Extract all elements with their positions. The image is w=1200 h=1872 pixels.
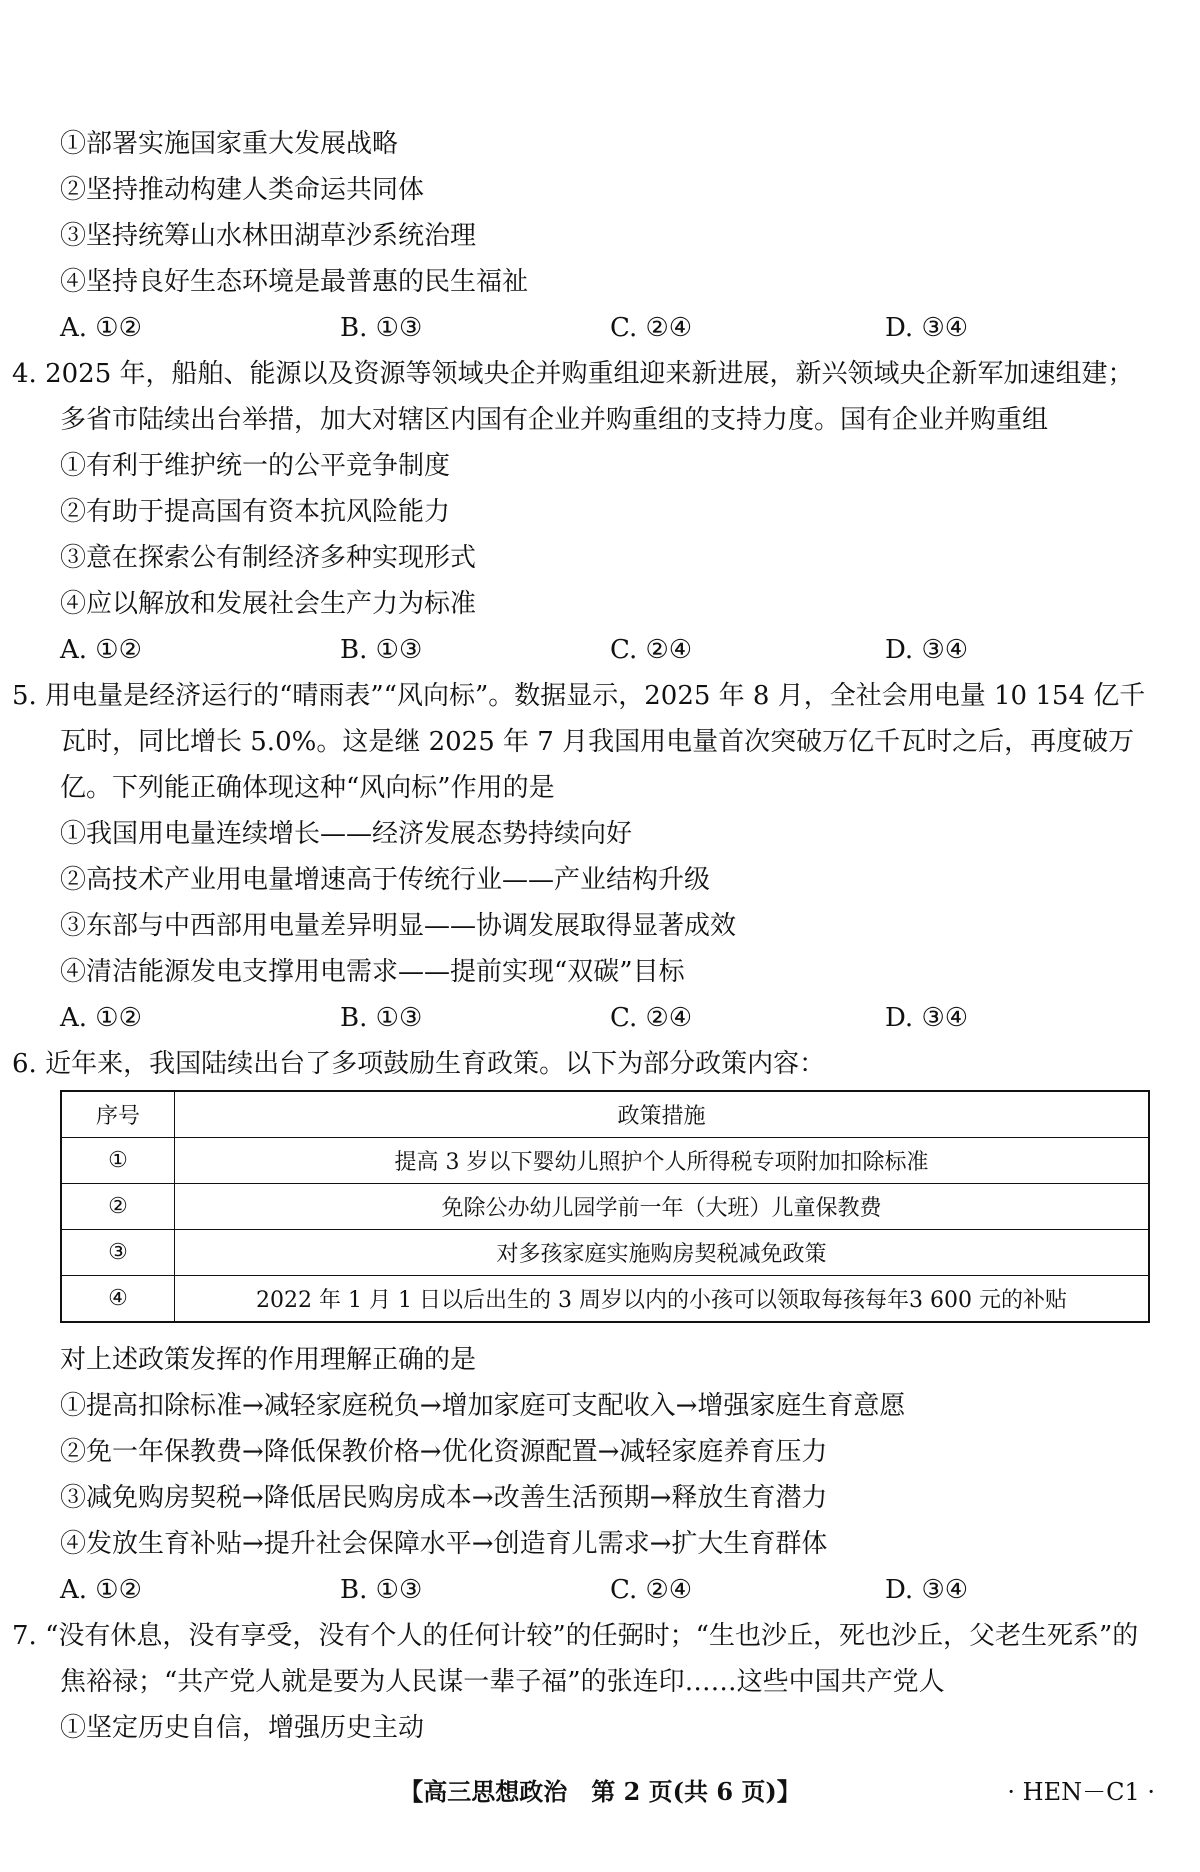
q6-option-d: D. ③④ xyxy=(885,1575,969,1605)
q5-statement-1: ①我国用电量连续增长——经济发展态势持续向好 xyxy=(60,819,633,849)
q5-option-b: B. ①③ xyxy=(340,1003,423,1033)
q7-stem-line-2: 焦裕禄；“共产党人就是要为人民谋一辈子福”的张连印……这些中国共产党人 xyxy=(60,1667,945,1697)
q5-statement-3: ③东部与中西部用电量差异明显——协调发展取得显著成效 xyxy=(60,911,737,941)
q6-statement-2: ②免一年保教费→降低保教价格→优化资源配置→减轻家庭养育压力 xyxy=(60,1437,828,1467)
q5-options xyxy=(60,1000,1160,1036)
table-cell-measure: 提高 3 岁以下婴幼儿照护个人所得税专项附加扣除标准 xyxy=(175,1138,1150,1184)
q4-option-c: C. ②④ xyxy=(610,635,693,665)
q4-option-a: A. ①② xyxy=(60,635,142,665)
footer-paper-code: · HEN－C1 · xyxy=(1007,1778,1155,1806)
page-footer xyxy=(0,1772,1200,1812)
q5-statement-4: ④清洁能源发电支撑用电需求——提前实现“双碳”目标 xyxy=(60,957,685,987)
q3-option-a: A. ①② xyxy=(60,313,142,343)
q7-stem-line-1: 7. “没有休息，没有享受，没有个人的任何计较”的任弼时；“生也沙丘，死也沙丘，父老生死系”的 xyxy=(12,1621,1139,1651)
q3-statement-4: ④坚持良好生态环境是最普惠的民生福祉 xyxy=(60,267,529,297)
table-cell-number: ① xyxy=(61,1138,175,1184)
table-row xyxy=(61,1138,1149,1184)
table-header-measure: 政策措施 xyxy=(175,1091,1150,1138)
q6-statement-3: ③减免购房契税→降低居民购房成本→改善生活预期→释放生育潜力 xyxy=(60,1483,828,1513)
q6-option-c: C. ②④ xyxy=(610,1575,693,1605)
q6-option-b: B. ①③ xyxy=(340,1575,423,1605)
table-cell-measure: 2022 年 1 月 1 日以后出生的 3 周岁以内的小孩可以领取每孩每年3 600 元的补贴 xyxy=(175,1276,1150,1323)
table-cell-measure: 对多孩家庭实施购房契税减免政策 xyxy=(175,1230,1150,1276)
table-row xyxy=(61,1230,1149,1276)
q4-statement-2: ②有助于提高国有资本抗风险能力 xyxy=(60,497,451,527)
table-header-number: 序号 xyxy=(61,1091,175,1138)
q6-statement-4: ④发放生育补贴→提升社会保障水平→创造育儿需求→扩大生育群体 xyxy=(60,1529,828,1559)
q7-statement-1: ①坚定历史自信，增强历史主动 xyxy=(60,1713,425,1743)
q5-statement-2: ②高技术产业用电量增速高于传统行业——产业结构升级 xyxy=(60,865,711,895)
table-cell-number: ④ xyxy=(61,1276,175,1323)
q6-question: 对上述政策发挥的作用理解正确的是 xyxy=(60,1345,477,1375)
q5-stem-line-1: 5. 用电量是经济运行的“晴雨表”“风向标”。数据显示，2025 年 8 月，全社会用电量 10 154 亿千 xyxy=(12,681,1146,711)
q4-statement-4: ④应以解放和发展社会生产力为标准 xyxy=(60,589,477,619)
q3-statement-2: ②坚持推动构建人类命运共同体 xyxy=(60,175,425,205)
q6-option-a: A. ①② xyxy=(60,1575,142,1605)
q5-stem-line-2: 瓦时，同比增长 5.0%。这是继 2025 年 7 月我国用电量首次突破万亿千瓦时之后，再度破万 xyxy=(60,727,1135,757)
table-row xyxy=(61,1184,1149,1230)
table-row xyxy=(61,1276,1149,1323)
q4-stem-line-2: 多省市陆续出台举措，加大对辖区内国有企业并购重组的支持力度。国有企业并购重组 xyxy=(60,405,1049,435)
q3-options xyxy=(60,310,1160,346)
policy-table xyxy=(60,1090,1150,1323)
table-cell-number: ③ xyxy=(61,1230,175,1276)
table-header-row xyxy=(61,1091,1149,1138)
q3-option-c: C. ②④ xyxy=(610,313,693,343)
q6-stem: 6. 近年来，我国陆续出台了多项鼓励生育政策。以下为部分政策内容： xyxy=(12,1049,826,1079)
footer-page-info: 【高三思想政治 第 2 页(共 6 页)】 xyxy=(399,1777,801,1806)
q6-statement-1: ①提高扣除标准→减轻家庭税负→增加家庭可支配收入→增强家庭生育意愿 xyxy=(60,1391,906,1421)
table-cell-number: ② xyxy=(61,1184,175,1230)
q5-option-d: D. ③④ xyxy=(885,1003,969,1033)
q3-statement-1: ①部署实施国家重大发展战略 xyxy=(60,129,399,159)
q4-option-d: D. ③④ xyxy=(885,635,969,665)
q5-option-a: A. ①② xyxy=(60,1003,142,1033)
q4-stem-line-1: 4. 2025 年，船舶、能源以及资源等领域央企并购重组迎来新进展，新兴领域央企新军加速组建； xyxy=(12,359,1134,389)
q3-option-d: D. ③④ xyxy=(885,313,969,343)
q5-stem-line-3: 亿。下列能正确体现这种“风向标”作用的是 xyxy=(60,773,555,803)
q4-statement-3: ③意在探索公有制经济多种实现形式 xyxy=(60,543,477,573)
table-cell-measure: 免除公办幼儿园学前一年（大班）儿童保教费 xyxy=(175,1184,1150,1230)
q3-option-b: B. ①③ xyxy=(340,313,423,343)
q4-option-b: B. ①③ xyxy=(340,635,423,665)
q6-options xyxy=(60,1572,1160,1608)
q3-statement-3: ③坚持统筹山水林田湖草沙系统治理 xyxy=(60,221,477,251)
q5-option-c: C. ②④ xyxy=(610,1003,693,1033)
q4-statement-1: ①有利于维护统一的公平竞争制度 xyxy=(60,451,451,481)
q4-options xyxy=(60,632,1160,668)
